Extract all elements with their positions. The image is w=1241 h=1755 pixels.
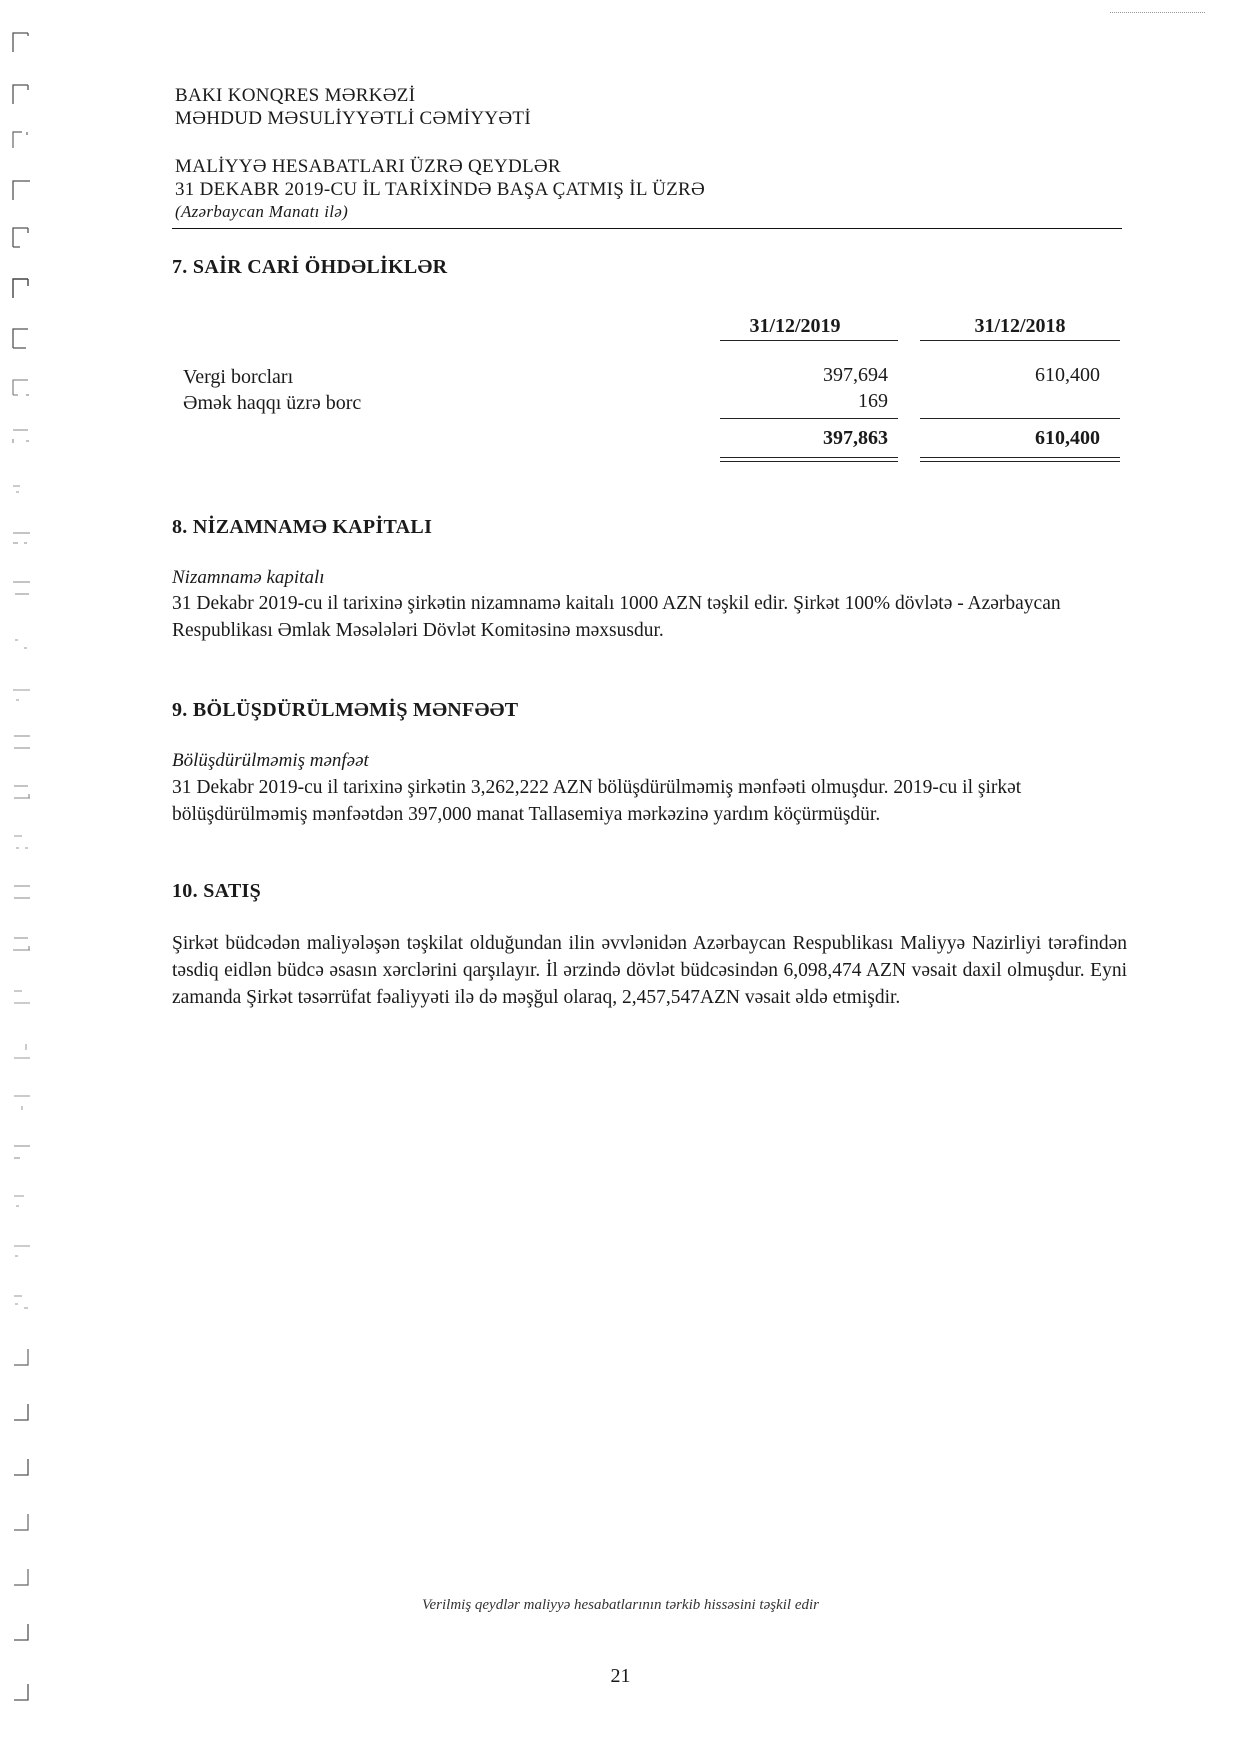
scan-mark-icon bbox=[10, 1090, 32, 1114]
scan-mark-icon bbox=[10, 932, 32, 956]
scan-mark-icon bbox=[10, 375, 32, 399]
scan-mark-icon bbox=[10, 425, 32, 449]
column-rule-2019 bbox=[720, 340, 898, 341]
section-10-title: 10. SATIŞ bbox=[172, 880, 262, 902]
scan-mark-icon bbox=[10, 1565, 32, 1589]
scan-mark-icon bbox=[10, 128, 32, 152]
subtotal-rule-2018 bbox=[920, 418, 1120, 419]
footer-note: Verilmiş qeydlər maliyyə hesabatlarının tərkib hissəsini təşkil edir bbox=[421, 1597, 820, 1613]
section-9-text: 31 Dekabr 2019-cu il tarixinə şirkətin 3,262,222 AZN bölüşdürülməmiş mənfəəti olmuşdur. 2019-cu il şirkət bölüşdürülməmiş mənfəətdən 397,000 manat Tallasemiya mərkəzinə yardım köçürmüşdür. bbox=[172, 777, 1022, 825]
scan-mark-icon bbox=[10, 576, 32, 600]
company-type: MƏHDUD MƏSULİYYƏTLİ CƏMİYYƏTİ bbox=[175, 108, 531, 129]
scan-mark-icon bbox=[10, 178, 32, 202]
total-2019: 397,863 bbox=[823, 427, 888, 449]
scan-mark-icon bbox=[10, 1620, 32, 1644]
header-rule bbox=[172, 228, 1122, 229]
column-header-2019: 31/12/2019 bbox=[749, 315, 841, 337]
scan-mark-icon bbox=[10, 730, 32, 754]
scan-mark-icon bbox=[10, 225, 32, 249]
row-value-tax-2019: 397,694 bbox=[823, 364, 888, 386]
section-10-text: Şirkət büdcədən maliyələşən təşkilat olduğundan ilin əvvlənidən Azərbaycan Respublikası Maliyyə Nazirliyi tərəfindən təsdiq eidlən büdcə əsasın xərclərini qarşılayır. İl ərzində dövlət büdcəsindən 6,098,474 AZN vəsait daxil olmuşdur. Eyni zamanda Şirkət təsərrüfat fəaliyyəti ilə də məşğul olaraq, 2,457,547AZN vəsait əldə etmişdir. bbox=[172, 933, 1127, 1008]
total-double-rule-2018 bbox=[920, 457, 1120, 462]
total-2018: 610,400 bbox=[1035, 427, 1100, 449]
scan-artifact bbox=[1110, 12, 1205, 13]
section-9-title: 9. BÖLÜŞDÜRÜLMƏMİŞ MƏNFƏƏT bbox=[172, 699, 519, 721]
row-value-salary-2019: 169 bbox=[858, 390, 888, 412]
scan-mark-icon bbox=[10, 1040, 32, 1064]
scan-mark-icon bbox=[10, 1290, 32, 1314]
section-8-title: 8. NİZAMNAMƏ KAPİTALI bbox=[172, 516, 433, 538]
scan-mark-icon bbox=[10, 1190, 32, 1214]
scan-mark-icon bbox=[10, 480, 32, 504]
page-number: 21 bbox=[610, 1665, 631, 1687]
scan-mark-icon bbox=[10, 1400, 32, 1424]
scan-mark-icon bbox=[10, 830, 32, 854]
scan-mark-icon bbox=[10, 1455, 32, 1479]
scan-mark-icon bbox=[10, 326, 32, 350]
subtotal-rule-2019 bbox=[720, 418, 898, 419]
column-header-2018: 31/12/2018 bbox=[974, 315, 1066, 337]
scan-mark-icon bbox=[10, 276, 32, 300]
scan-mark-icon bbox=[10, 1240, 32, 1264]
row-label-salary-payables: Əmək haqqı üzrə borc bbox=[183, 392, 362, 414]
column-rule-2018 bbox=[920, 340, 1120, 341]
scan-mark-icon bbox=[10, 1140, 32, 1164]
document-title: MALİYYƏ HESABATLARI ÜZRƏ QEYDLƏR bbox=[175, 156, 561, 177]
scan-mark-icon bbox=[10, 30, 32, 54]
period-title: 31 DEKABR 2019-CU İL TARİXİNDƏ BAŞA ÇATMIŞ İL ÜZRƏ bbox=[175, 179, 706, 200]
section-8-text: 31 Dekabr 2019-cu il tarixinə şirkətin nizamnamə kaitalı 1000 AZN təşkil edir. Şirkət 100% dövlətə - Azərbaycan Respublikası Əmlak Məsələləri Dövlət Komitəsinə məxsusdur. bbox=[172, 593, 1061, 641]
row-value-tax-2018: 610,400 bbox=[1035, 364, 1100, 386]
scan-mark-icon bbox=[10, 680, 32, 704]
scan-mark-icon bbox=[10, 82, 32, 106]
section-8-subtitle: Nizamnamə kapitalı bbox=[172, 567, 325, 588]
scan-mark-icon bbox=[10, 985, 32, 1009]
total-double-rule-2019 bbox=[720, 457, 898, 462]
scan-mark-icon bbox=[10, 1345, 32, 1369]
scan-mark-icon bbox=[10, 880, 32, 904]
section-7-title: 7. SAİR CARİ ÖHDƏLİKLƏR bbox=[172, 256, 448, 278]
row-label-tax-payables: Vergi borcları bbox=[183, 366, 294, 388]
scan-mark-icon bbox=[10, 630, 32, 654]
scan-mark-icon bbox=[10, 1510, 32, 1534]
section-9-subtitle: Bölüşdürülməmiş mənfəət bbox=[172, 750, 369, 771]
company-name: BAKI KONQRES MƏRKƏZİ bbox=[175, 85, 416, 106]
currency-note: (Azərbaycan Manatı ilə) bbox=[175, 202, 349, 221]
scan-mark-icon bbox=[10, 525, 32, 549]
scan-mark-icon bbox=[10, 780, 32, 804]
